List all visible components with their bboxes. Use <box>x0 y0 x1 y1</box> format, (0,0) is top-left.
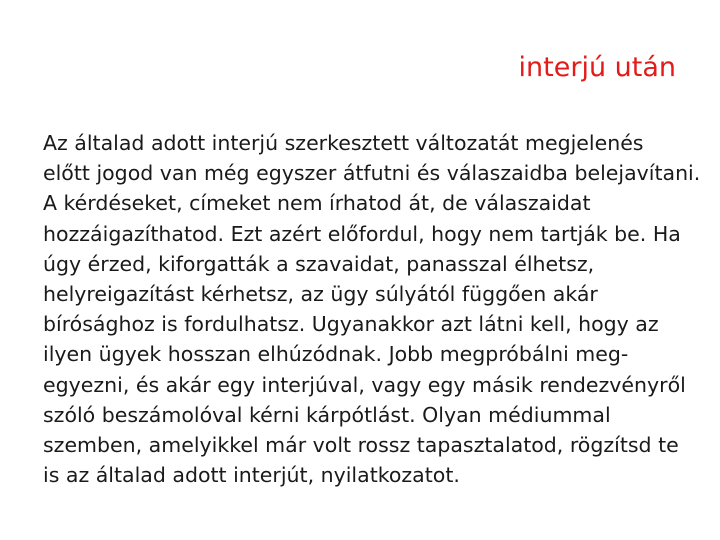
text-line: A kérdéseket, címeket nem írhatod át, de válaszaidat <box>43 191 591 216</box>
text-line: szóló beszámolóval kérni kárpótlást. Olyan médiummal <box>43 402 611 427</box>
text-line: ilyen ügyek hosszan elhúzódnak. Jobb megpróbálni meg- <box>43 342 629 367</box>
text-line: előtt jogod van még egyszer átfutni és válaszaidba belejavítani. <box>43 161 701 186</box>
text-line: úgy érzed, kiforgatták a szavaidat, panasszal élhetsz, <box>43 251 595 276</box>
text-line: egyezni, és akár egy interjúval, vagy egy másik rendezvényről <box>43 372 686 397</box>
text-line: szemben, amelyikkel már volt rossz tapasztalatod, rögzítsd te <box>43 433 679 458</box>
text-line: is az általad adott interjút, nyilatkozatot. <box>43 463 460 488</box>
text-line: bírósághoz is fordulhatsz. Ugyanakkor azt látni kell, hogy az <box>43 312 659 337</box>
text-line: hozzáigazíthatod. Ezt azért előfordul, hogy nem tartják be. Ha <box>43 221 681 246</box>
body-paragraph <box>43 128 703 490</box>
slide-title: interjú után <box>518 52 676 83</box>
text-line: helyreigazítást kérhetsz, az ügy súlyától függően akár <box>43 282 598 307</box>
text-line: Az általad adott interjú szerkesztett változatát megjelenés <box>43 131 644 155</box>
